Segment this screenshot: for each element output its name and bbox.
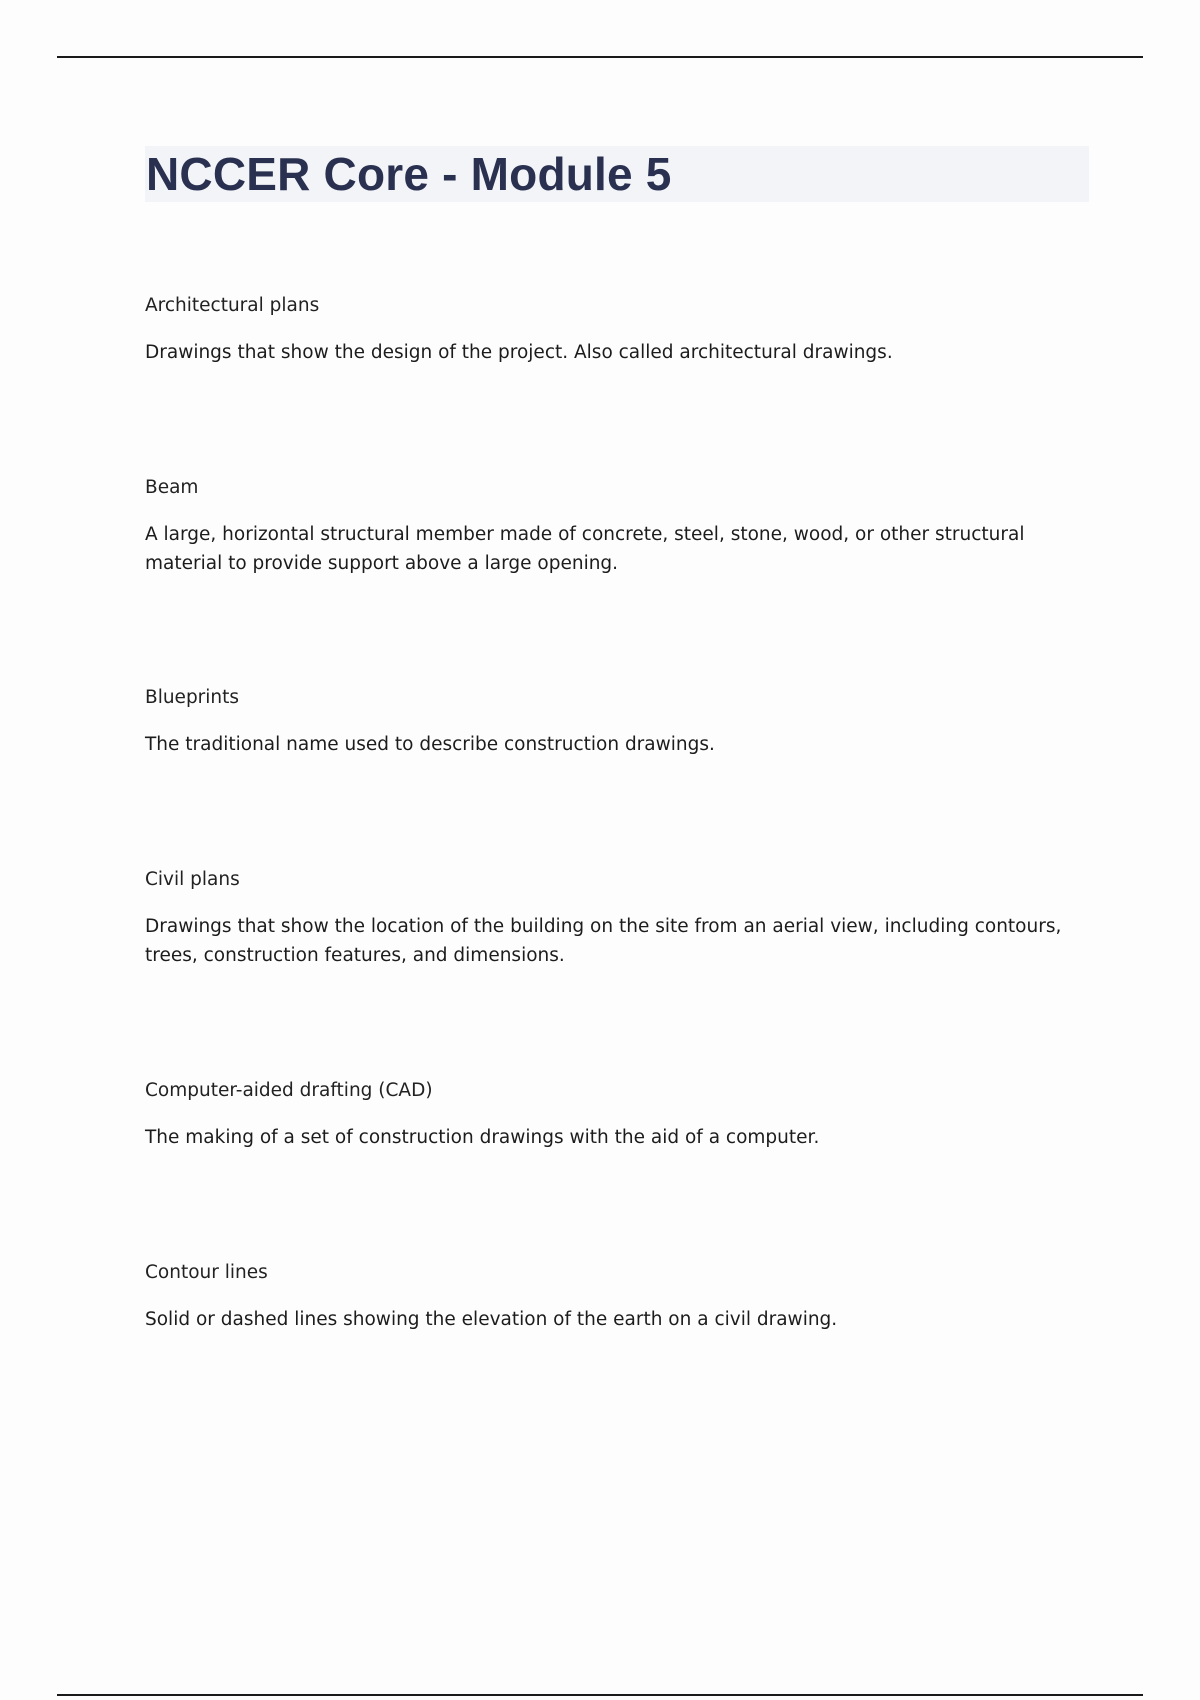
definition: Drawings that show the location of the building on the site from an aerial view, including contours, trees, construction features, and dimensions. [145,916,1062,966]
glossary-entry [145,476,1095,578]
glossary-entry [145,868,1095,970]
term: Blueprints [145,687,240,708]
definition: Solid or dashed lines showing the elevation of the earth on a civil drawing. [145,1309,838,1330]
term: Computer-aided drafting (CAD) [145,1080,433,1101]
term: Beam [145,477,199,498]
glossary-entry [145,1079,1095,1152]
term: Contour lines [145,1262,268,1283]
glossary-entry [145,1261,1095,1334]
definition: Drawings that show the design of the project. Also called architectural drawings. [145,342,893,363]
definition: A large, horizontal structural member made of concrete, steel, stone, wood, or other structural material to provide support above a large opening. [145,524,1025,574]
definition: The traditional name used to describe construction drawings. [145,734,715,755]
glossary-entry [145,294,1095,367]
glossary-entry [145,686,1095,759]
top-divider [57,56,1143,58]
definition: The making of a set of construction drawings with the aid of a computer. [145,1127,820,1148]
term: Civil plans [145,869,240,890]
bottom-divider [57,1694,1143,1696]
page-title: NCCER Core - Module 5 [146,148,672,200]
term: Architectural plans [145,295,320,316]
